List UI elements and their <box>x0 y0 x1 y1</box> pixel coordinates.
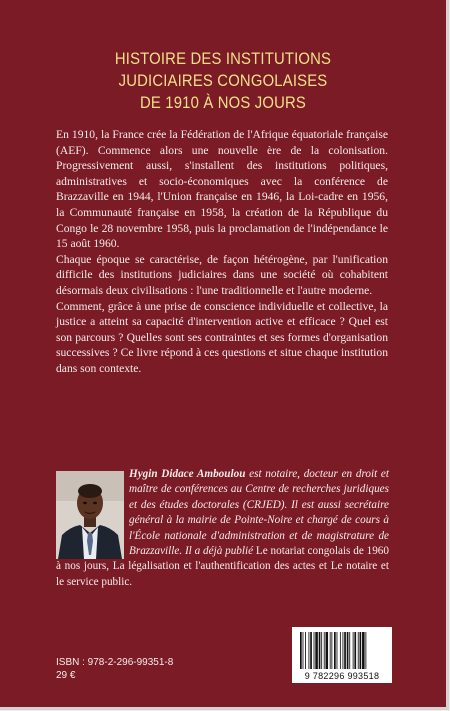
book-title <box>22 48 423 114</box>
barcode-bar <box>321 632 322 669</box>
blurb <box>56 127 388 377</box>
barcode-digits: 9 782296 993518 <box>304 671 380 681</box>
isbn: ISBN : 978-2-296-99351-8 <box>56 657 174 668</box>
author-bio-text: est notaire, docteur en droit et maître de conférences au Centre de recherches juridiques et des études doctorales (CRJED). Il est aussi secrétaire général à la mairie de Pointe-Noire et chargé de cours à l'École nationale d'administration et de magistrature de Brazzaville. Il a déjà publié <box>129 468 389 558</box>
barcode-bar <box>300 632 302 669</box>
barcode-bar <box>330 632 331 669</box>
title-line: JUDICIAIRES CONGOLAISES <box>118 72 328 90</box>
author-publications: Le notariat congolais de 1960 à nos jours, La légalisation et l'authentification des actes et Le notaire et le service public. <box>56 545 389 588</box>
barcode-bar <box>319 632 321 669</box>
barcode-bar <box>349 632 350 669</box>
blurb-paragraph: Comment, grâce à une prise de conscience individuelle et collective, la justice a atteint sa capacité d'intervention active et efficace ? Quel est son parcours ? Quelles sont ses contraintes et ses formes d'organisation successives ? Ce livre répond à ces questions et situe chaque institution dans son contexte. <box>56 299 388 375</box>
blurb-paragraph: Chaque époque se caractérise, de façon hétérogène, par l'unification difficile des institutions judiciaires dans une société où cohabitent désormais deux civilisations : l'une traditionnelle et l'autre moderne. <box>56 252 388 297</box>
barcode-bar <box>305 632 306 669</box>
barcode-bar <box>337 632 338 669</box>
barcode-bar <box>309 632 310 669</box>
barcode-bar <box>324 632 325 669</box>
barcode <box>292 627 392 683</box>
isbn-block <box>56 656 173 682</box>
barcode-bar <box>353 632 354 669</box>
barcode-bar <box>340 632 341 669</box>
barcode-bar <box>365 632 366 669</box>
barcode-bar <box>310 632 312 669</box>
title-line: HISTOIRE DES INSTITUTIONS <box>114 50 332 68</box>
price: 29 € <box>56 670 76 681</box>
barcode-bar <box>362 632 365 669</box>
barcode-bar <box>331 632 332 669</box>
barcode-bar <box>347 632 349 669</box>
barcode-bar <box>334 632 336 669</box>
barcode-bar <box>303 632 304 669</box>
barcode-bar <box>314 632 315 669</box>
author-name: Hygin Didace Amboulou <box>129 468 246 480</box>
barcode-bar <box>343 632 344 669</box>
barcode-bar <box>354 632 356 669</box>
barcode-bar <box>358 632 359 669</box>
barcode-icon <box>292 627 392 671</box>
barcode-bar <box>344 632 346 669</box>
barcode-bar <box>360 632 362 669</box>
author-bio <box>56 467 389 590</box>
barcode-bar <box>315 632 318 669</box>
barcode-bar <box>326 632 329 669</box>
blurb-paragraph: En 1910, la France crée la Fédération de l'Afrique équatoriale française (AEF). Commence alors une nouvelle ère de la colonisation. Progressivement aussi, s'installent des institutions politiques, administratives et socio-économiques avec la conférence de Brazzaville en 1944, l'Union française en 1946, la Loi-cadre en 1956, la Communauté française en 1958, la création de la République du Congo le 28 novembre 1958, puis la proclamation de l'indépendance le 15 août 1960. <box>56 128 388 251</box>
title-line: DE 1910 À NOS JOURS <box>139 94 306 112</box>
